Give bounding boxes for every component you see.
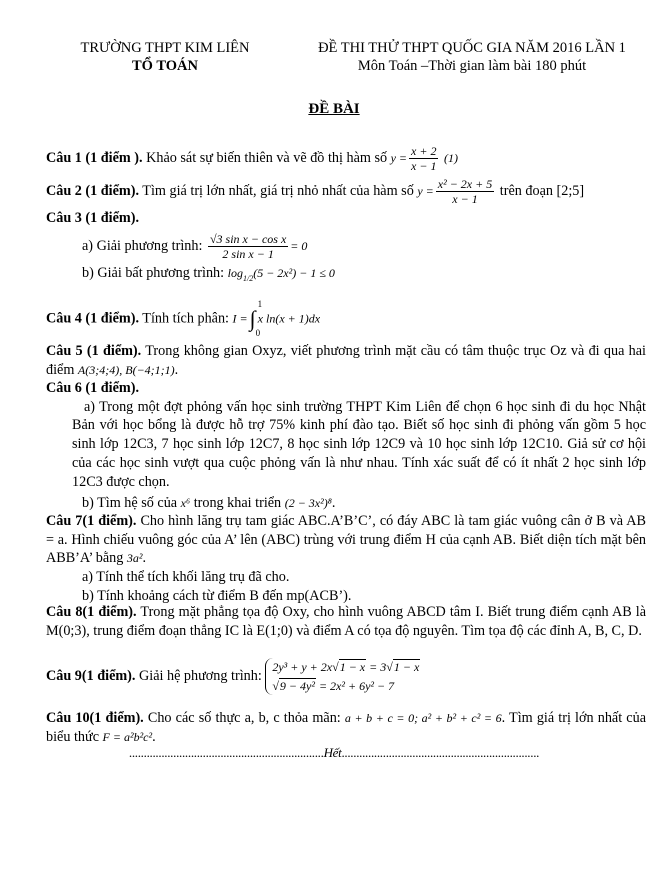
question-9 <box>46 658 646 695</box>
question-7-text: Cho hình lăng trụ tam giác ABC.A’B’C’, có đáy ABC là tam giác vuông cân ở B và AB = a. Hình chiếu vuông góc của A’ lên (ABC) trùng với trung điểm H của cạnh AB. Biết diện tích mặt bên ABB’A’ bằng <box>46 513 646 567</box>
eq1-part-a: 2y³ + y + 2x <box>272 660 333 674</box>
question-3-label: Câu 3 (1 điểm). <box>46 210 140 226</box>
question-6b-term: x⁶ <box>180 496 191 511</box>
question-7-label: Câu 7(1 điểm). <box>46 513 137 529</box>
question-7-end: . <box>142 550 147 567</box>
question-8 <box>46 603 646 640</box>
question-1-numerator: x + 2 <box>411 144 437 158</box>
question-2-label: Câu 2 (1 điểm). <box>46 183 140 200</box>
question-8-label: Câu 8(1 điểm). <box>46 604 137 620</box>
integral-sign-icon: ∫ 1 0 <box>249 299 263 338</box>
question-1-text: Khảo sát sự biến thiên và vẽ đồ thị hàm số <box>142 150 388 167</box>
question-2-text: Tìm giá trị lớn nhất, giá trị nhỏ nhất của hàm số <box>139 183 414 200</box>
integral-upper-limit: 1 <box>257 299 263 309</box>
question-7-area: 3a² <box>126 551 143 566</box>
question-7 <box>46 512 646 606</box>
header-school-block <box>60 40 270 75</box>
question-7a-text: a) Tính thể tích khối lăng trụ đã cho. <box>82 569 290 586</box>
question-5-points: A(3;4;4), B(−4;1;1) <box>77 362 175 377</box>
question-9-text: Giải hệ phương trình: <box>135 668 262 685</box>
question-7b-text: b) Tính khoảng cách từ điểm B đến mp(ACB’). <box>82 587 352 604</box>
question-7-statement <box>46 512 646 568</box>
question-2 <box>46 177 646 207</box>
question-4 <box>46 299 646 338</box>
question-5-text: Trong không gian Oxyz, viết phương trình mặt cầu có tâm thuộc trục Oz và đi qua hai điểm <box>46 343 646 378</box>
document-title: ĐỀ BÀI <box>308 101 360 117</box>
question-3b-log-base: 1/2 <box>242 273 254 283</box>
question-1 <box>46 144 646 174</box>
question-3a-text: a) Giải phương trình: <box>82 237 203 254</box>
exam-subtitle: Môn Toán –Thời gian làm bài 180 phút <box>357 57 587 74</box>
question-9-equation-1: 2y³ + y + 2x√1 − x = 3√1 − x <box>272 660 420 674</box>
eq1-part-b: = 3 <box>366 660 387 674</box>
question-6 <box>46 379 646 513</box>
question-6-label: Câu 6 (1 điểm). <box>46 380 140 396</box>
question-5-end: . <box>174 361 179 378</box>
end-dots-right: ................................................................... <box>341 745 540 760</box>
question-1-tag: (1) <box>444 151 459 166</box>
header-exam-block <box>292 40 652 75</box>
school-name: TRƯỜNG THPT KIM LIÊN <box>80 40 250 56</box>
question-6-part-b <box>46 494 646 513</box>
question-2-tail: trên đoạn [2;5] <box>496 183 585 200</box>
question-2-fn-lhs: y = <box>417 184 434 199</box>
question-3b-log: log <box>227 265 243 280</box>
eq1-sqrt-2: 1 − x <box>393 660 420 674</box>
question-9-label: Câu 9(1 điểm). <box>46 668 136 685</box>
question-3a-numerator: √3 sin x − cos x <box>209 231 287 246</box>
eq1-sqrt: 1 − x <box>339 660 366 674</box>
end-dots-left: .................................................................. <box>128 745 324 760</box>
question-10-text-2: . Tìm giá trị lớn nhất của biểu thức <box>46 710 646 745</box>
question-2-numerator: x² − 2x + 5 <box>437 177 493 191</box>
question-4-text: Tính tích phân: <box>139 310 229 327</box>
question-6a-text: a) Trong một đợt phỏng vấn học sinh trường THPT Kim Liên để chọn 6 học sinh đi du học Nhật Bản với học bổng là được hỗ trợ 75% kinh phí đào tạo. Biết số học sinh đi phỏng vấn gồm 5 học sinh lớp 12C3, 7 học sinh lớp 12C7, 8 học sinh lớp 12C9 và 10 học sinh lớp 12C10. Giả sử cơ hội của các học sinh vượt qua cuộc phỏng vấn là như nhau. Tính xác suất để có ít nhất 2 học sinh lớp 12C3 được chọn. <box>72 398 646 490</box>
question-3-part-b <box>46 264 646 284</box>
question-10-text: Cho các số thực a, b, c thỏa mãn: <box>143 710 341 726</box>
question-10-condition: a + b + c = 0; a² + b² + c² = 6 <box>344 711 502 725</box>
question-10 <box>46 709 646 746</box>
question-3a-fraction <box>208 232 288 262</box>
question-4-label: Câu 4 (1 điểm). <box>46 310 140 327</box>
question-5-label: Câu 5 (1 điểm). <box>46 343 142 359</box>
question-3-part-a <box>46 232 646 262</box>
question-4-lhs: I = <box>232 311 248 326</box>
eq2-sqrt: 9 − 4y² <box>279 678 315 693</box>
question-8-text: Trong mặt phẳng tọa độ Oxy, cho hình vuông ABCD tâm I. Biết trung điểm cạnh AB là M(0;3), trung điểm đoạn thẳng IC là E(1;0) và điểm A có tọa độ nguyên. Tìm tọa độ các đỉnh A, B, C, D. <box>46 604 646 639</box>
exam-title: ĐỀ THI THỬ THPT QUỐC GIA NĂM 2016 LẦN 1 <box>318 40 626 56</box>
integral-lower-limit: 0 <box>255 328 261 338</box>
question-10-end: . <box>152 728 156 745</box>
question-3 <box>46 209 646 284</box>
question-6b-text: b) Tìm hệ số của <box>82 495 178 512</box>
question-5 <box>46 342 646 379</box>
question-1-fn-lhs: y = <box>390 151 408 166</box>
question-3b-rest: (5 − 2x²) − 1 ≤ 0 <box>253 265 335 280</box>
question-6b-expr: (2 − 3x²)⁸ <box>284 496 332 511</box>
question-9-equation-2: √9 − 4y² = 2x² + 6y² − 7 <box>272 678 395 693</box>
question-6b-mid: trong khai triển <box>190 495 282 512</box>
question-4-integrand: x ln(x + 1)dx <box>257 311 321 326</box>
question-6b-end: . <box>331 495 336 512</box>
question-1-label: Câu 1 (1 điểm ). <box>46 150 143 167</box>
end-marker <box>0 744 668 761</box>
question-2-fraction <box>436 177 494 207</box>
question-1-denominator: x − 1 <box>411 159 437 174</box>
department-name: TỔ TOÁN <box>132 57 198 74</box>
question-3b-text: b) Giải bất phương trình: <box>82 264 225 281</box>
question-9-system <box>265 658 420 695</box>
question-3a-rhs: = 0 <box>290 238 308 253</box>
question-3a-denominator: 2 sin x − 1 <box>222 247 274 262</box>
question-10-expression: F = a²b²c² <box>102 729 153 744</box>
question-2-denominator: x − 1 <box>452 192 478 207</box>
question-1-fraction <box>409 144 438 174</box>
eq2-part-b: = 2x² + 6y² − 7 <box>315 678 395 693</box>
end-text: Hết <box>323 745 342 760</box>
question-10-label: Câu 10(1 điểm). <box>46 710 144 726</box>
